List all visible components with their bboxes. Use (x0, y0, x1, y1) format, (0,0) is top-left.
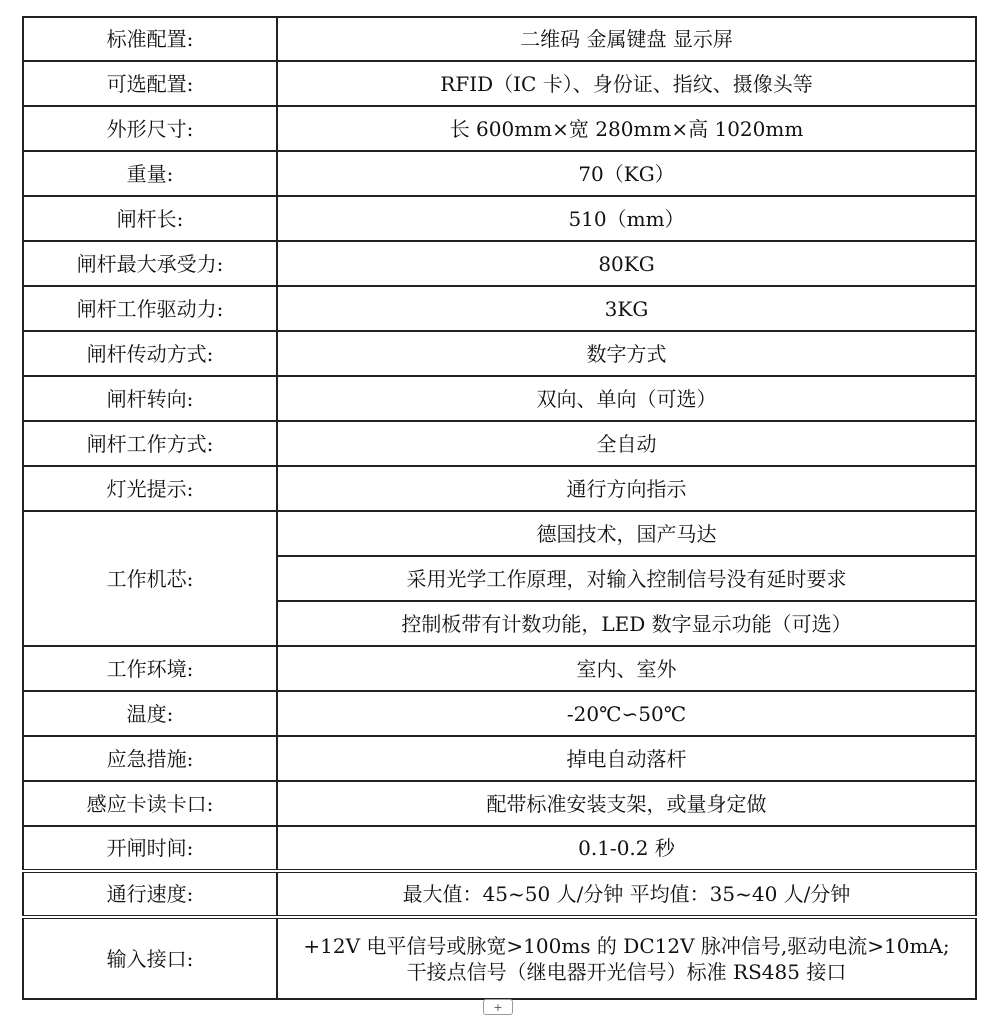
row-label: 闸杆长: (23, 196, 277, 241)
row-label: 开闸时间: (23, 826, 277, 871)
row-value: 3KG (277, 286, 976, 331)
table-row (23, 421, 976, 466)
core-value: 采用光学工作原理，对输入控制信号没有延时要求 (277, 556, 976, 601)
table-row (23, 871, 976, 917)
row-value: 80KG (277, 241, 976, 286)
row-value: 全自动 (277, 421, 976, 466)
row-value: RFID（IC 卡）、身份证、指纹、摄像头等 (277, 61, 976, 106)
row-value: -20℃∽50℃ (277, 691, 976, 736)
row-label-core: 工作机芯: (23, 511, 277, 646)
row-label: 输入接口: (23, 917, 277, 999)
table-row-core (23, 511, 976, 556)
row-label: 工作环境: (23, 646, 277, 691)
table-row (23, 17, 976, 61)
table-row (23, 151, 976, 196)
table-row (23, 826, 976, 871)
row-label: 应急措施: (23, 736, 277, 781)
row-value: 长 600mm×宽 280mm×高 1020mm (277, 106, 976, 151)
input-line-1: +12V 电平信号或脉宽>100ms 的 DC12V 脉冲信号,驱动电流>10mA; (303, 933, 950, 958)
table-row (23, 691, 976, 736)
row-label: 可选配置: (23, 61, 277, 106)
input-line-2: 干接点信号（继电器开光信号）标准 RS485 接口 (406, 959, 847, 984)
row-value: 0.1-0.2 秒 (277, 826, 976, 871)
table-row (23, 196, 976, 241)
row-label: 闸杆传动方式: (23, 331, 277, 376)
add-row-button[interactable]: + (483, 999, 513, 1015)
table-row (23, 331, 976, 376)
row-value: 室内、室外 (277, 646, 976, 691)
core-value: 德国技术，国产马达 (277, 511, 976, 556)
table-row-input (23, 917, 976, 999)
row-label: 标准配置: (23, 17, 277, 61)
row-value: 70（KG） (277, 151, 976, 196)
table-row (23, 106, 976, 151)
row-label: 闸杆工作驱动力: (23, 286, 277, 331)
row-label: 外形尺寸: (23, 106, 277, 151)
input-value (277, 917, 976, 999)
row-value: 数字方式 (277, 331, 976, 376)
table-row (23, 781, 976, 826)
row-label: 温度: (23, 691, 277, 736)
row-label: 感应卡读卡口: (23, 781, 277, 826)
table-row (23, 646, 976, 691)
table-row (23, 286, 976, 331)
table-row (23, 376, 976, 421)
row-value: 二维码 金属键盘 显示屏 (277, 17, 976, 61)
core-value: 控制板带有计数功能，LED 数字显示功能（可选） (277, 601, 976, 646)
row-label: 闸杆最大承受力: (23, 241, 277, 286)
row-value: 配带标准安装支架，或量身定做 (277, 781, 976, 826)
row-value: 通行方向指示 (277, 466, 976, 511)
spec-table (22, 16, 977, 1000)
row-value: 双向、单向（可选） (277, 376, 976, 421)
table-row (23, 736, 976, 781)
row-label: 通行速度: (23, 871, 277, 917)
row-value: 掉电自动落杆 (277, 736, 976, 781)
table-row (23, 241, 976, 286)
table-row (23, 466, 976, 511)
row-label: 灯光提示: (23, 466, 277, 511)
table-row (23, 61, 976, 106)
row-value: 最大值：45~50 人/分钟 平均值：35~40 人/分钟 (277, 871, 976, 917)
row-label: 闸杆转向: (23, 376, 277, 421)
row-label: 重量: (23, 151, 277, 196)
row-value: 510（mm） (277, 196, 976, 241)
row-label: 闸杆工作方式: (23, 421, 277, 466)
